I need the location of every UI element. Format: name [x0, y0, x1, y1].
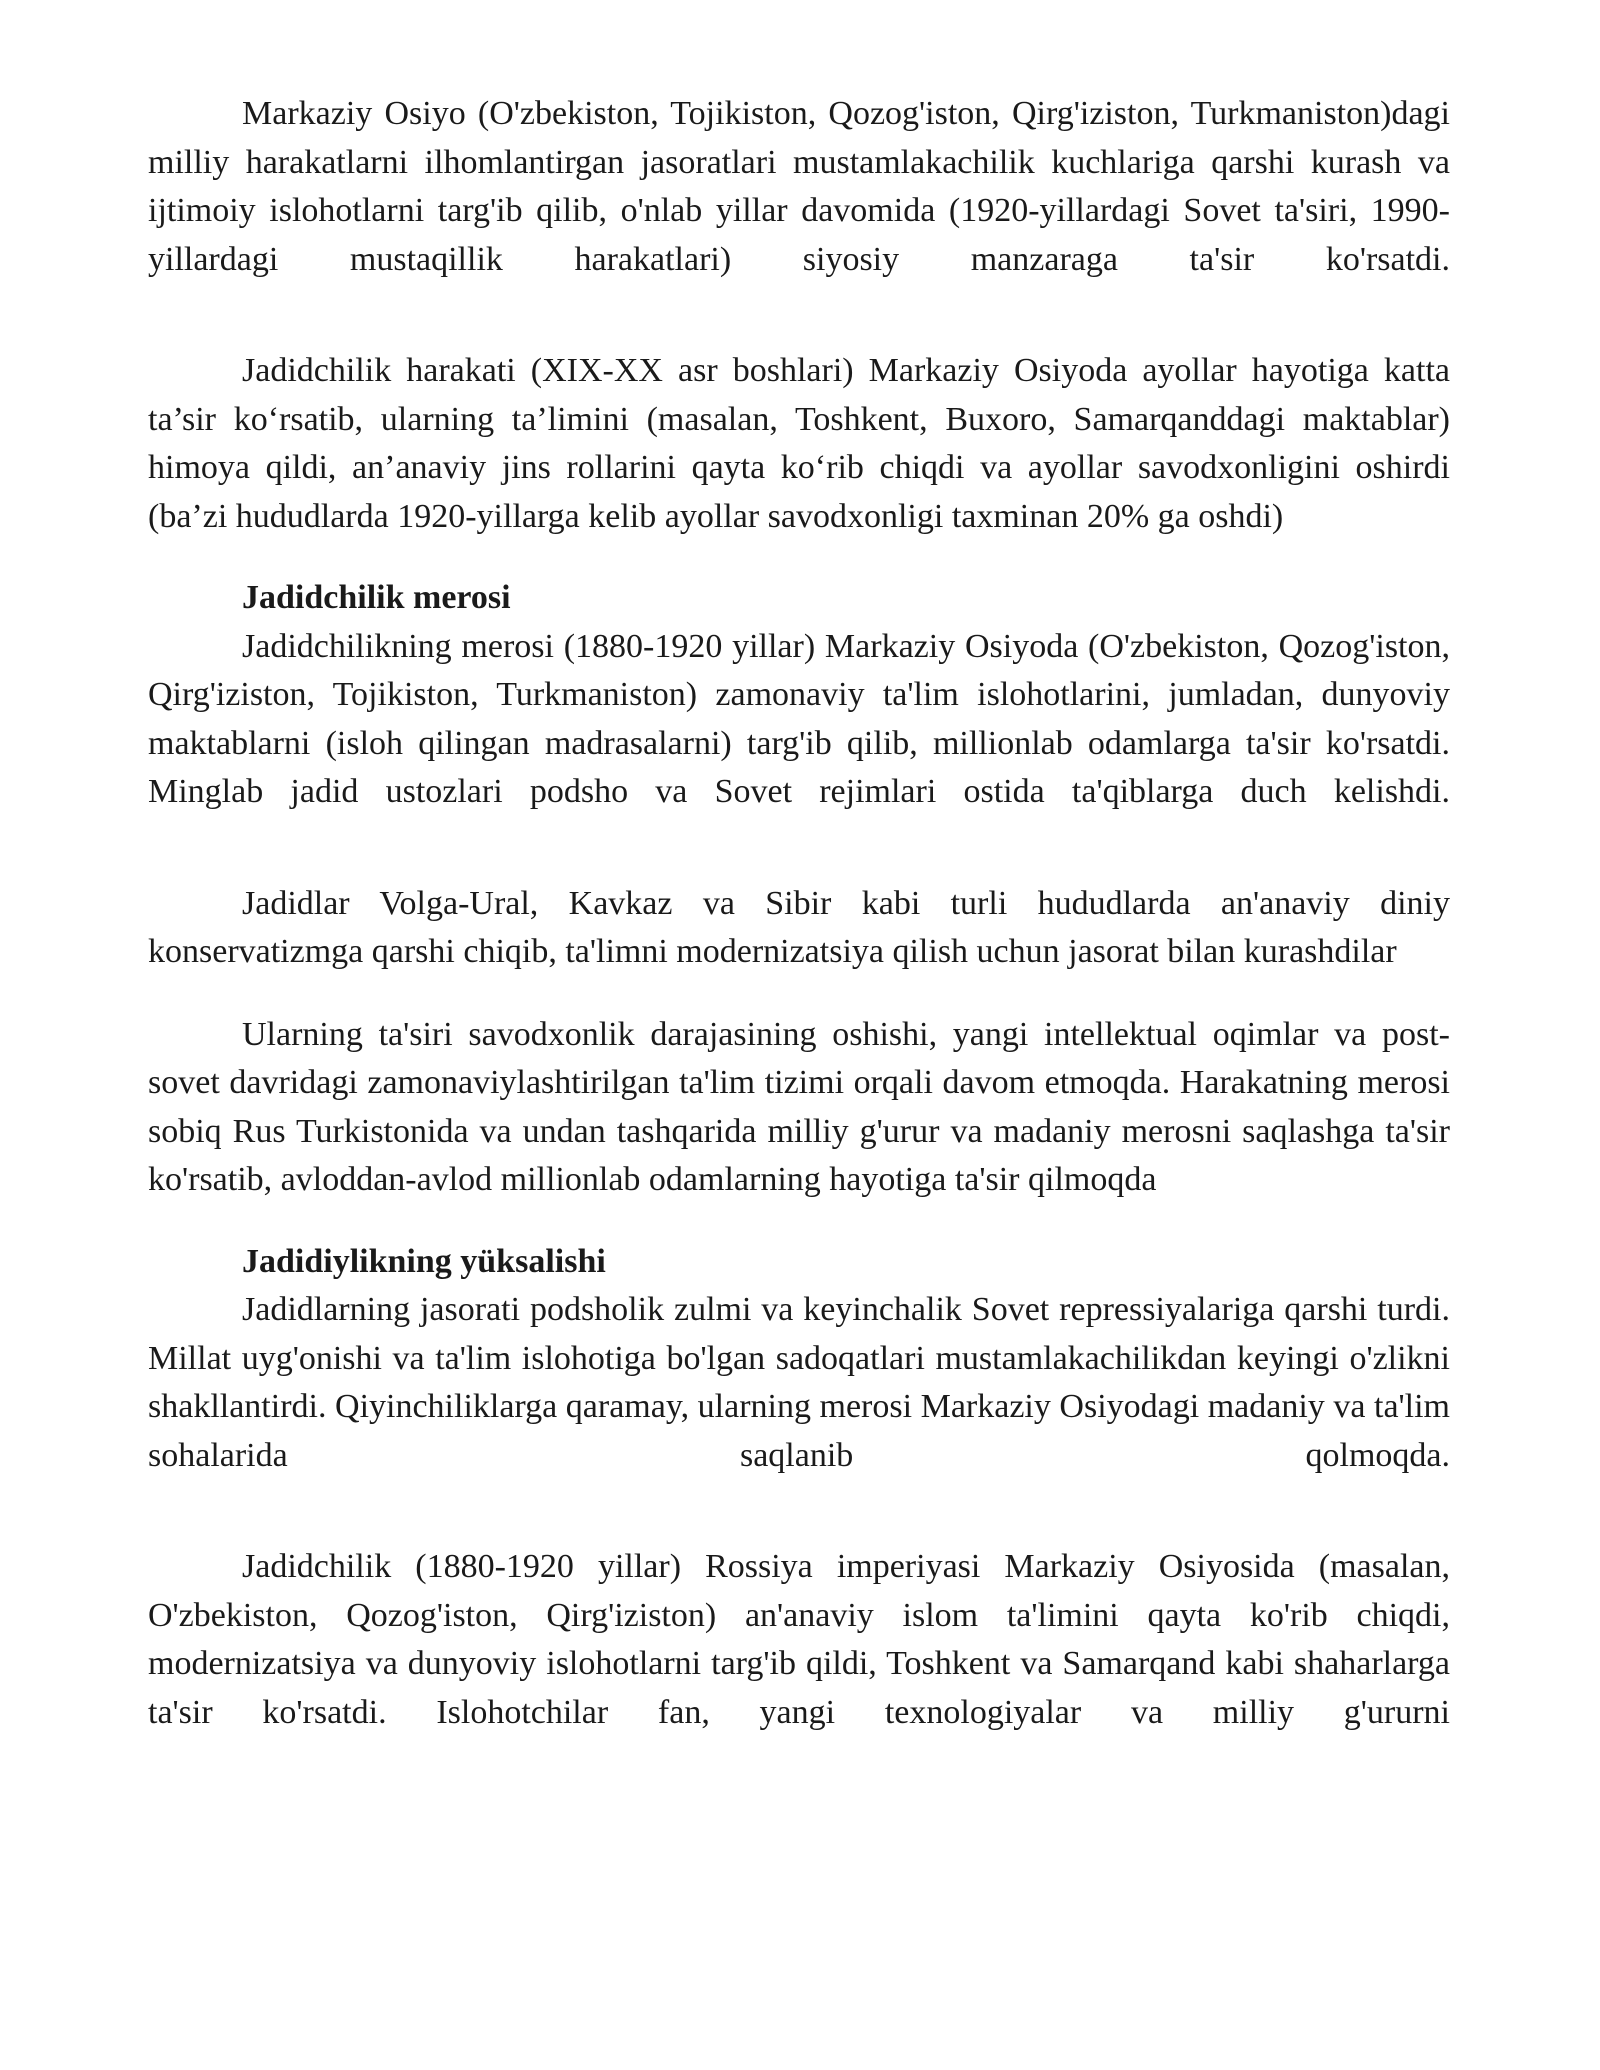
- paragraph-gap: [148, 817, 1450, 880]
- paragraph-gap: [148, 1480, 1450, 1543]
- paragraph-women-education: Jadidchilik harakati (XIX-XX asr boshlari) Markaziy Osiyoda ayollar hayotiga katta ta’sir ko‘rsatib, ularning ta’limini (masalan, Toshkent, Buxoro, Samarqanddagi maktablar) himoya qildi, an’anaviy jins rollarini qayta ko‘rib chiqdi va ayollar savodxonligini oshirdi (ba’zi hududlarda 1920-yillarga kelib ayollar savodxonligi taxminan 20% ga oshdi): [148, 352, 1450, 535]
- paragraph-gap: [148, 977, 1450, 1011]
- document-page: [148, 90, 1450, 1737]
- paragraph-gap: [148, 541, 1450, 574]
- heading-jadidchilik-merosi: Jadidchilik merosi: [242, 579, 511, 616]
- paragraph-jadid-legacy: Jadidchilikning merosi (1880-1920 yillar) Markaziy Osiyoda (O'zbekiston, Qozog'iston, Qirg'iziston, Tojikiston, Turkmaniston) zamonaviy ta'lim islohotlarini, jumladan, dunyoviy maktablarni (isloh qilingan madrasalarni) targ'ib qilib, millionlab odamlarga ta'sir ko'rsatdi. Minglab jadid ustozlari podsho va Sovet rejimlari ostida ta'qiblarga duch kelishdi.: [148, 627, 1450, 810]
- paragraph-jadid-courage: Jadidlarning jasorati podsholik zulmi va keyinchalik Sovet repressiyalariga qarshi turdi. Millat uyg'onishi va ta'lim islohotiga bo'lgan sadoqatlari mustamlakachilikdan keyingi o'zlikni shakllantirdi. Qiyinchiliklarga qaramay, ularning merosi Markaziy Osiyodagi madaniy va ta'lim sohalarida saqlanib qolmoqda.: [148, 1291, 1450, 1474]
- paragraph-jadid-regions: Jadidlar Volga-Ural, Kavkaz va Sibir kabi turli hududlarda an'anaviy diniy konservatizmga qarshi chiqib, ta'limni modernizatsiya qilish uchun jasorat bilan kurashdilar: [148, 884, 1450, 970]
- heading-jadidiylikning-yuksalishi: Jadidiylikning yüksalishi: [242, 1242, 606, 1280]
- paragraph-national-movements: Markaziy Osiyo (O'zbekiston, Tojikiston, Qozog'iston, Qirg'iziston, Turkmaniston)dagi milliy harakatlarni ilhomlantirgan jasoratlari mustamlakachilik kuchlariga qarshi kurash va ijtimoiy islohotlarni targ'ib qilib, o'nlab yillar davomida (1920-yillardagi Sovet ta'siri, 1990-yillardagi mustaqillik harakatlari) siyosiy manzaraga ta'sir ko'rsatdi.: [148, 95, 1450, 278]
- paragraph-gap: [148, 1205, 1450, 1238]
- paragraph-gap: [148, 284, 1450, 347]
- paragraph-jadid-influence: Ularning ta'siri savodxonlik darajasining oshishi, yangi intellektual oqimlar va post-sovet davridagi zamonaviylashtirilgan ta'lim tizimi orqali davom etmoqda. Harakatning merosi sobiq Rus Turkistonida va undan tashqarida milliy g'urur va madaniy merosni saqlashga ta'sir ko'rsatib, avloddan-avlod millionlab odamlarning hayotiga ta'sir qilmoqda: [148, 1015, 1450, 1198]
- paragraph-jadidchilik-reforms: Jadidchilik (1880-1920 yillar) Rossiya imperiyasi Markaziy Osiyosida (masalan, O'zbekiston, Qozog'iston, Qirg'iziston) an'anaviy islom ta'limini qayta ko'rib chiqdi, modernizatsiya va dunyoviy islohotlarni targ'ib qildi, Toshkent va Samarqand kabi shaharlarga ta'sir ko'rsatdi. Islohotchilar fan, yangi texnologiyalar va milliy g'ururni: [148, 1548, 1450, 1731]
